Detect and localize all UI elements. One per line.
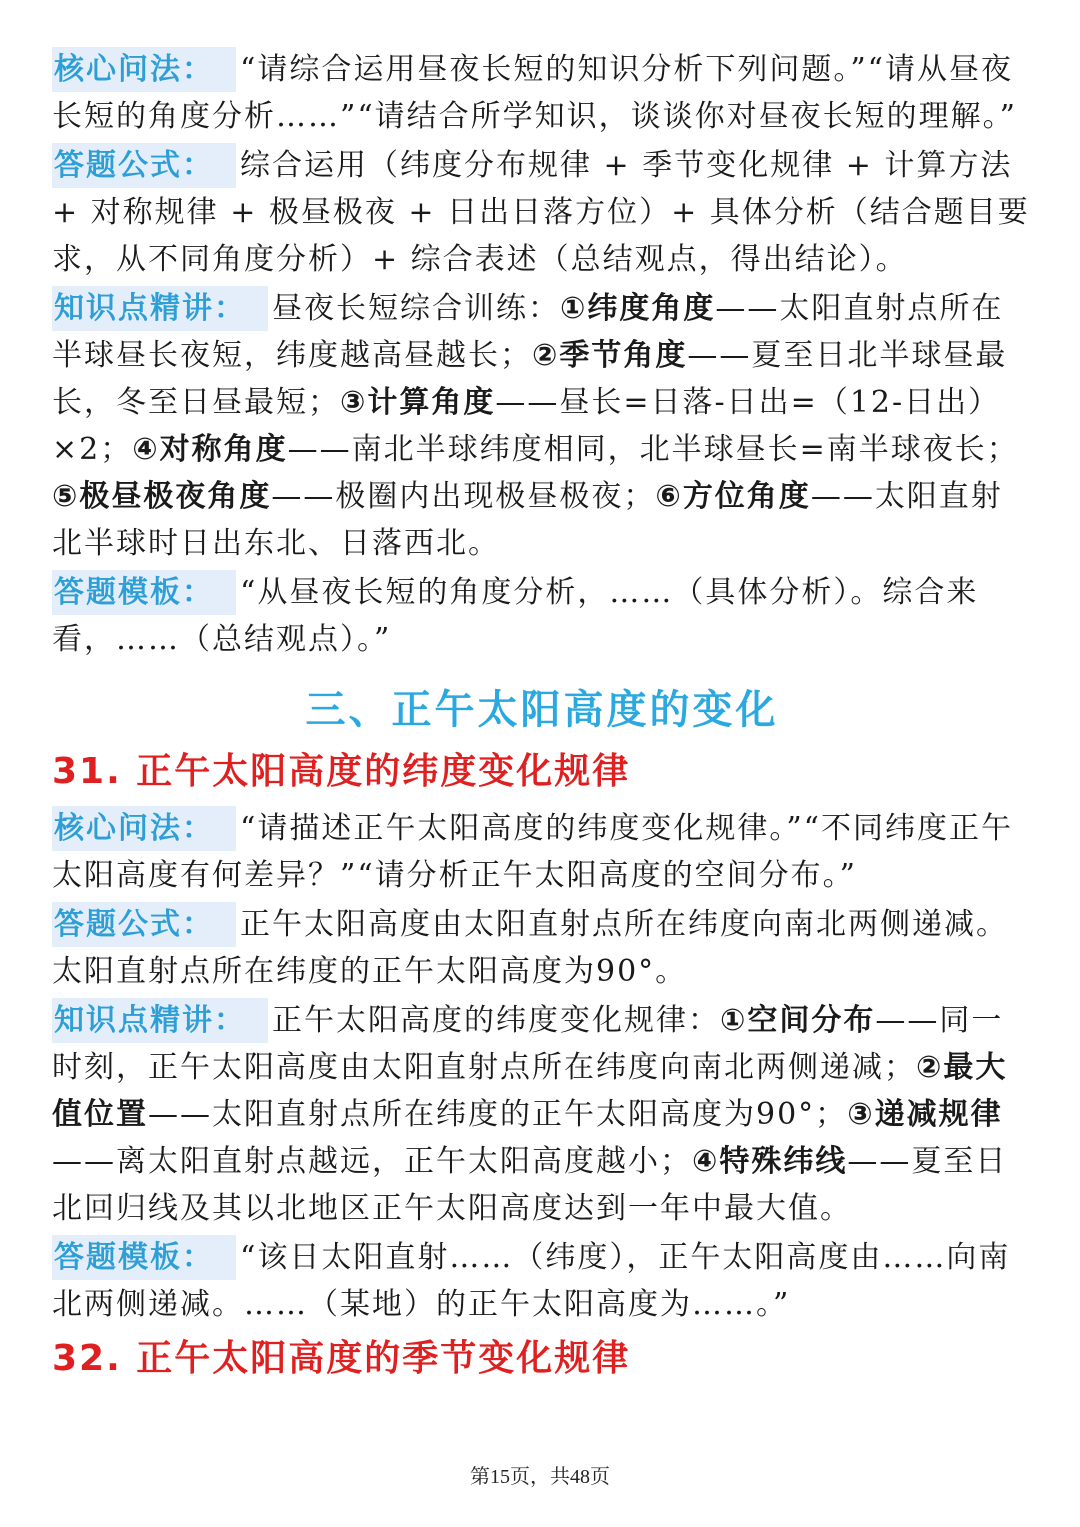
point-text: ——夏至日北回归线及其以北地区正午太阳高度达到一年中最大值。 bbox=[52, 1144, 1008, 1226]
point-text: ——太阳直射北半球时日出东北、日落西北。 bbox=[52, 479, 1003, 561]
point-heading: 方位角度 bbox=[682, 479, 811, 514]
point-number: ③ bbox=[847, 1097, 875, 1132]
point-number: ② bbox=[916, 1050, 944, 1085]
answer-formula-paragraph bbox=[52, 142, 1032, 283]
answer-template-text: “该日太阳直射……（纬度），正午太阳高度由……向南北两侧递减。……（某地）的正午太阳高度为……。” bbox=[52, 1240, 1011, 1322]
point-number: ④ bbox=[692, 1144, 720, 1179]
point-number: ① bbox=[560, 291, 588, 326]
point-heading: 季节角度 bbox=[559, 338, 688, 373]
answer-template-label: 答题模板： bbox=[52, 570, 236, 615]
point-number: ⑤ bbox=[52, 479, 80, 514]
answer-formula-text: 综合运用（纬度分布规律 + 季节变化规律 + 计算方法 + 对称规律 + 极昼极夜 + 日出日落方位）+ 具体分析（结合题目要求，从不同角度分析）+ 综合表述（总结观点，得出结论）。 bbox=[52, 148, 1030, 277]
knowledge-label: 知识点精讲： bbox=[52, 998, 268, 1043]
knowledge-intro: 正午太阳高度的纬度变化规律： bbox=[272, 1003, 720, 1038]
point-text: ——昼长=日落-日出=（12-日出）×2； bbox=[52, 385, 1001, 467]
point-heading: 纬度角度 bbox=[587, 291, 716, 326]
answer-template-text: “从昼夜长短的角度分析，……（具体分析）。综合来看，……（总结观点）。” bbox=[52, 575, 979, 657]
item-32-title: 32. 正午太阳高度的季节变化规律 bbox=[52, 1338, 631, 1379]
point-number: ⑥ bbox=[655, 479, 683, 514]
point-number: ① bbox=[720, 1003, 748, 1038]
core-question-paragraph bbox=[52, 46, 1032, 140]
point-number: ② bbox=[532, 338, 560, 373]
point-heading: 对称角度 bbox=[159, 432, 288, 467]
core-question-text: “请描述正午太阳高度的纬度变化规律。”“不同纬度正午太阳高度有何差异？”“请分析正午太阳高度的空间分布。” bbox=[52, 811, 1014, 893]
point-text: ——同一时刻，正午太阳高度由太阳直射点所在纬度向南北两侧递减； bbox=[52, 1003, 1004, 1085]
point-number: ④ bbox=[132, 432, 160, 467]
knowledge-paragraph bbox=[52, 997, 1032, 1232]
answer-formula-label: 答题公式： bbox=[52, 143, 236, 188]
point-text: ——极圈内出现极昼极夜； bbox=[271, 479, 656, 514]
answer-formula-paragraph bbox=[52, 901, 1032, 995]
point-text: ——太阳直射点所在半球昼长夜短，纬度越高昼越长； bbox=[52, 291, 1004, 373]
knowledge-paragraph bbox=[52, 285, 1032, 567]
answer-formula-text: 正午太阳高度由太阳直射点所在纬度向南北两侧递减。太阳直射点所在纬度的正午太阳高度为90°。 bbox=[52, 907, 1008, 989]
point-number: ③ bbox=[340, 385, 368, 420]
answer-template-label: 答题模板： bbox=[52, 1235, 236, 1280]
knowledge-label: 知识点精讲： bbox=[52, 286, 268, 331]
answer-formula-label: 答题公式： bbox=[52, 902, 236, 947]
core-question-paragraph bbox=[52, 805, 1032, 899]
core-question-text: “请综合运用昼夜长短的知识分析下列问题。”“请从昼夜长短的角度分析……”“请结合所学知识，谈谈你对昼夜长短的理解。” bbox=[52, 52, 1018, 134]
core-question-label: 核心问法： bbox=[52, 806, 236, 851]
point-heading: 空间分布 bbox=[747, 1003, 876, 1038]
point-heading: 递减规律 bbox=[874, 1097, 1003, 1132]
point-text: ——夏至日北半球昼最长，冬至日昼最短； bbox=[52, 338, 1008, 420]
point-text: ——离太阳直射点越远，正午太阳高度越小； bbox=[52, 1144, 692, 1179]
point-heading: 最大值位置 bbox=[52, 1050, 1008, 1132]
knowledge-intro: 昼夜长短综合训练： bbox=[272, 291, 560, 326]
point-heading: 极昼极夜角度 bbox=[79, 479, 272, 514]
point-heading: 计算角度 bbox=[367, 385, 496, 420]
point-text: ——南北半球纬度相同，北半球昼长=南半球夜长； bbox=[287, 432, 1019, 467]
section-title: 三、正午太阳高度的变化 bbox=[305, 687, 779, 733]
item-31-title: 31. 正午太阳高度的纬度变化规律 bbox=[52, 751, 631, 792]
core-question-label: 核心问法： bbox=[52, 47, 236, 92]
page-footer: 第15页，共48页 bbox=[470, 1466, 610, 1488]
point-text: ——太阳直射点所在纬度的正午太阳高度为90°； bbox=[148, 1097, 848, 1132]
point-heading: 特殊纬线 bbox=[719, 1144, 848, 1179]
answer-template-paragraph bbox=[52, 1234, 1032, 1328]
answer-template-paragraph bbox=[52, 569, 1032, 663]
